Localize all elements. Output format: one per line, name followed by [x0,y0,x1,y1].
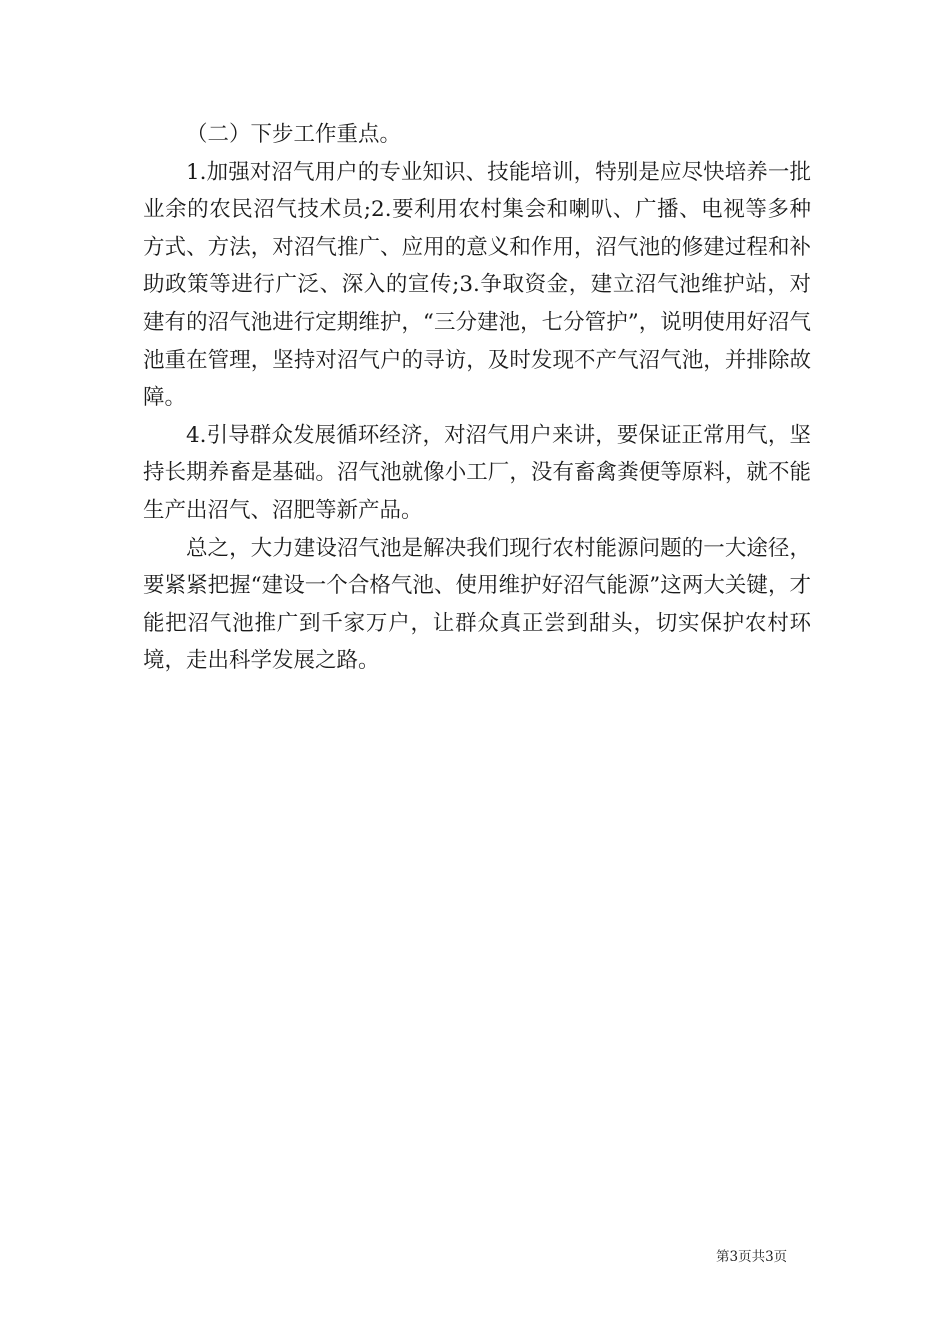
paragraph-work-focus-1-3: 1.加强对沼气用户的专业知识、技能培训，特别是应尽快培养一批业余的农民沼气技术员;2.要利用农村集会和喇叭、广播、电视等多种方式、方法，对沼气推广、应用的意义和作用，沼气池的修建过程和补助政策等进行广泛、深入的宣传;3.争取资金，建立沼气池维护站，对建有的沼气池进行定期维护，“三分建池，七分管护”，说明使用好沼气池重在管理，坚持对沼气户的寻访，及时发现不产气沼气池，并排除故障。 [143,159,811,411]
paragraph-conclusion: 总之，大力建设沼气池是解决我们现行农村能源问题的一大途径，要紧紧把握“建设一个合格气池、使用维护好沼气能源”这两大关键，才能把沼气池推广到千家万户，让群众真正尝到甜头，切实保护农村环境，走出科学发展之路。 [143,535,811,674]
document-body [143,116,811,680]
paragraph-work-focus-4: 4.引导群众发展循环经济，对沼气用户来讲，要保证正常用气，坚持长期养畜是基础。沼气池就像小工厂，没有畜禽粪便等原料，就不能生产出沼气、沼肥等新产品。 [143,422,811,523]
section-heading: （二）下步工作重点。 [186,122,402,147]
page-number-footer: 第3页共3页 [716,1249,788,1265]
